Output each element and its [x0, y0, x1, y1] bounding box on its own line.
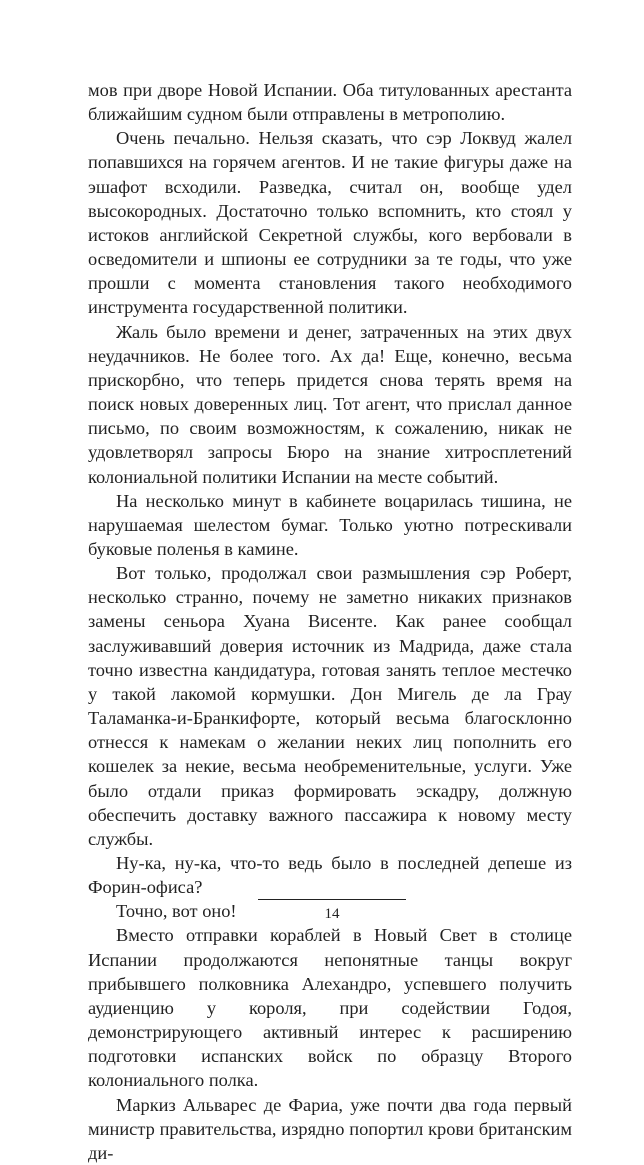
paragraph: Жаль было времени и денег, затраченных на этих двух неудачников. Не более того. Ах да! Еще, конечно, весьма прискорбно, что теперь придется снова терять время на поиск новых доверенных лиц. Тот агент, что прислал данное письмо, по своим возможностям, к сожалению, никак не удовлетворял запросы Бюро на знание хитросплетений колониальной политики Испании на месте событий.	[88, 321, 572, 487]
page-body	[88, 78, 572, 1165]
paragraph: Точно, вот оно!	[116, 901, 237, 922]
page-number: 14	[324, 906, 340, 922]
paragraph: Ну-ка, ну-ка, что-то ведь было в последней депеше из Форин-офиса?	[88, 853, 572, 898]
paragraph: Маркиз Альварес де Фариа, уже почти два года первый министр правительства, изрядно попортил крови британским ди-	[88, 1094, 572, 1163]
paragraph: Вот только, продолжал свои размышления сэр Роберт, несколько странно, почему не заметно никаких признаков замены сеньора Хуана Висенте. Как ранее сообщал заслуживавший доверия источник из Мадрида, даже стала точно известна кандидатура, готовая занять теплое местечко у такой лакомой кормушки. Дон Мигель де ла Грау Таламанка-и-Бранкифорте, который весьма благосклонно отнесся к намекам о желании неких лиц пополнить его кошелек за некие, весьма необременительные, услуги. Уже было отдали приказ формировать эскадру, должную обеспечить доставку важного пассажира к новому месту службы.	[88, 563, 572, 849]
footer-rule	[258, 899, 406, 900]
paragraph: мов при дворе Новой Испании. Оба титулованных арестанта ближайшим судном были отправлены в метрополию.	[88, 80, 572, 125]
paragraph: Вместо отправки кораблей в Новый Свет в столице Испании продолжаются непонятные танцы вокруг прибывшего полковника Алехандро, успевшего получить аудиенцию у короля, при содействии Годоя, демонстрирующего активный интерес к расширению подготовки испанских войск по образцу Второго колониального полка.	[88, 925, 572, 1091]
paragraph: На несколько минут в кабинете воцарилась тишина, не нарушаемая шелестом бумаг. Только уютно потрескивали буковые поленья в камине.	[88, 490, 572, 559]
paragraph: Очень печально. Нельзя сказать, что сэр Локвуд жалел попавшихся на горячем агентов. И не такие фигуры даже на эшафот всходили. Разведка, считал он, вообще удел высокородных. Достаточно только вспомнить, кто стоял у истоков английской Секретной службы, кого вербовали в осведомители и шпионы ее сотрудники за те годы, что уже прошли с момента становления такого необходимого инструмента государственной политики.	[88, 128, 572, 318]
